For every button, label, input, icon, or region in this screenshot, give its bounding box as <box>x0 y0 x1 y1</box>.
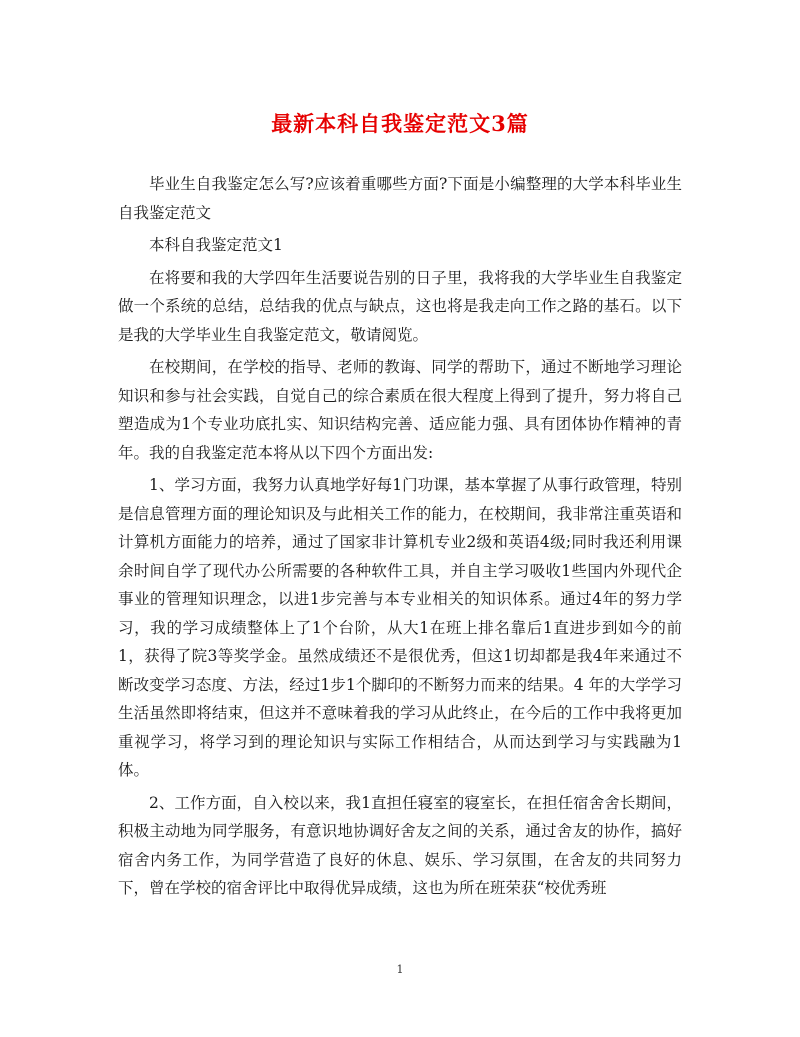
body-paragraph: 在校期间，在学校的指导、老师的教诲、同学的帮助下，通过不断地学习理论知识和参与社会实践，自觉自己的综合素质在很大程度上得到了提升，努力将自己塑造成为1个专业功底扎实、知识结构完善、适应能力强、具有团体协作精神的青年。我的自我鉴定范本将从以下四个方面出发: <box>118 358 682 462</box>
body-paragraph: 1、学习方面，我努力认真地学好每1门功课，基本掌握了从事行政管理，特别是信息管理方面的理论知识及与此相关工作的能力，在校期间，我非常注重英语和计算机方面能力的培养，通过了国家非计算机专业2级和英语4级;同时我还利用课余时间自学了现代办公所需要的各种软件工具，并自主学习吸收1些国内外现代企事业的管理知识理念，以进1步完善与本专业相关的知识体系。通过4年的努力学习，我的学习成绩整体上了1个台阶，从大1在班上排名靠后1直进步到如今的前1，获得了院3等奖学金。虽然成绩还不是很优秀，但这1切却都是我4年来通过不断改变学习态度、方法，经过1步1个脚印的不断努力而来的结果。4 年的大学学习生活虽然即将结束，但这并不意味着我的学习从此终止，在今后的工作中我将更加重视学习，将学习到的理论知识与实际工作相结合，从而达到学习与实践融为1体。 <box>118 476 682 779</box>
page-number: 1 <box>396 963 404 976</box>
document-title: 最新本科自我鉴定范文3篇 <box>271 111 529 136</box>
body-paragraph: 2、工作方面，自入校以来，我1直担任寝室的寝室长，在担任宿舍舍长期间，积极主动地为同学服务，有意识地协调好舍友之间的关系，通过舍友的协作，搞好宿舍内务工作，为同学营造了良好的休息、娱乐、学习氛围，在舍友的共同努力下，曾在学校的宿舍评比中取得优异成绩，这也为所在班荣获“校优秀班 <box>118 793 682 897</box>
document-body <box>118 170 682 907</box>
body-paragraph: 在将要和我的大学四年生活要说告别的日子里，我将我的大学毕业生自我鉴定做一个系统的总结，总结我的优点与缺点，这也将是我走向工作之路的基石。以下是我的大学毕业生自我鉴定范文，敬请阅览。 <box>118 268 682 344</box>
intro-paragraph: 毕业生自我鉴定怎么写?应该着重哪些方面?下面是小编整理的大学本科毕业生自我鉴定范文 <box>118 175 682 222</box>
section-heading: 本科自我鉴定范文1 <box>149 236 283 254</box>
